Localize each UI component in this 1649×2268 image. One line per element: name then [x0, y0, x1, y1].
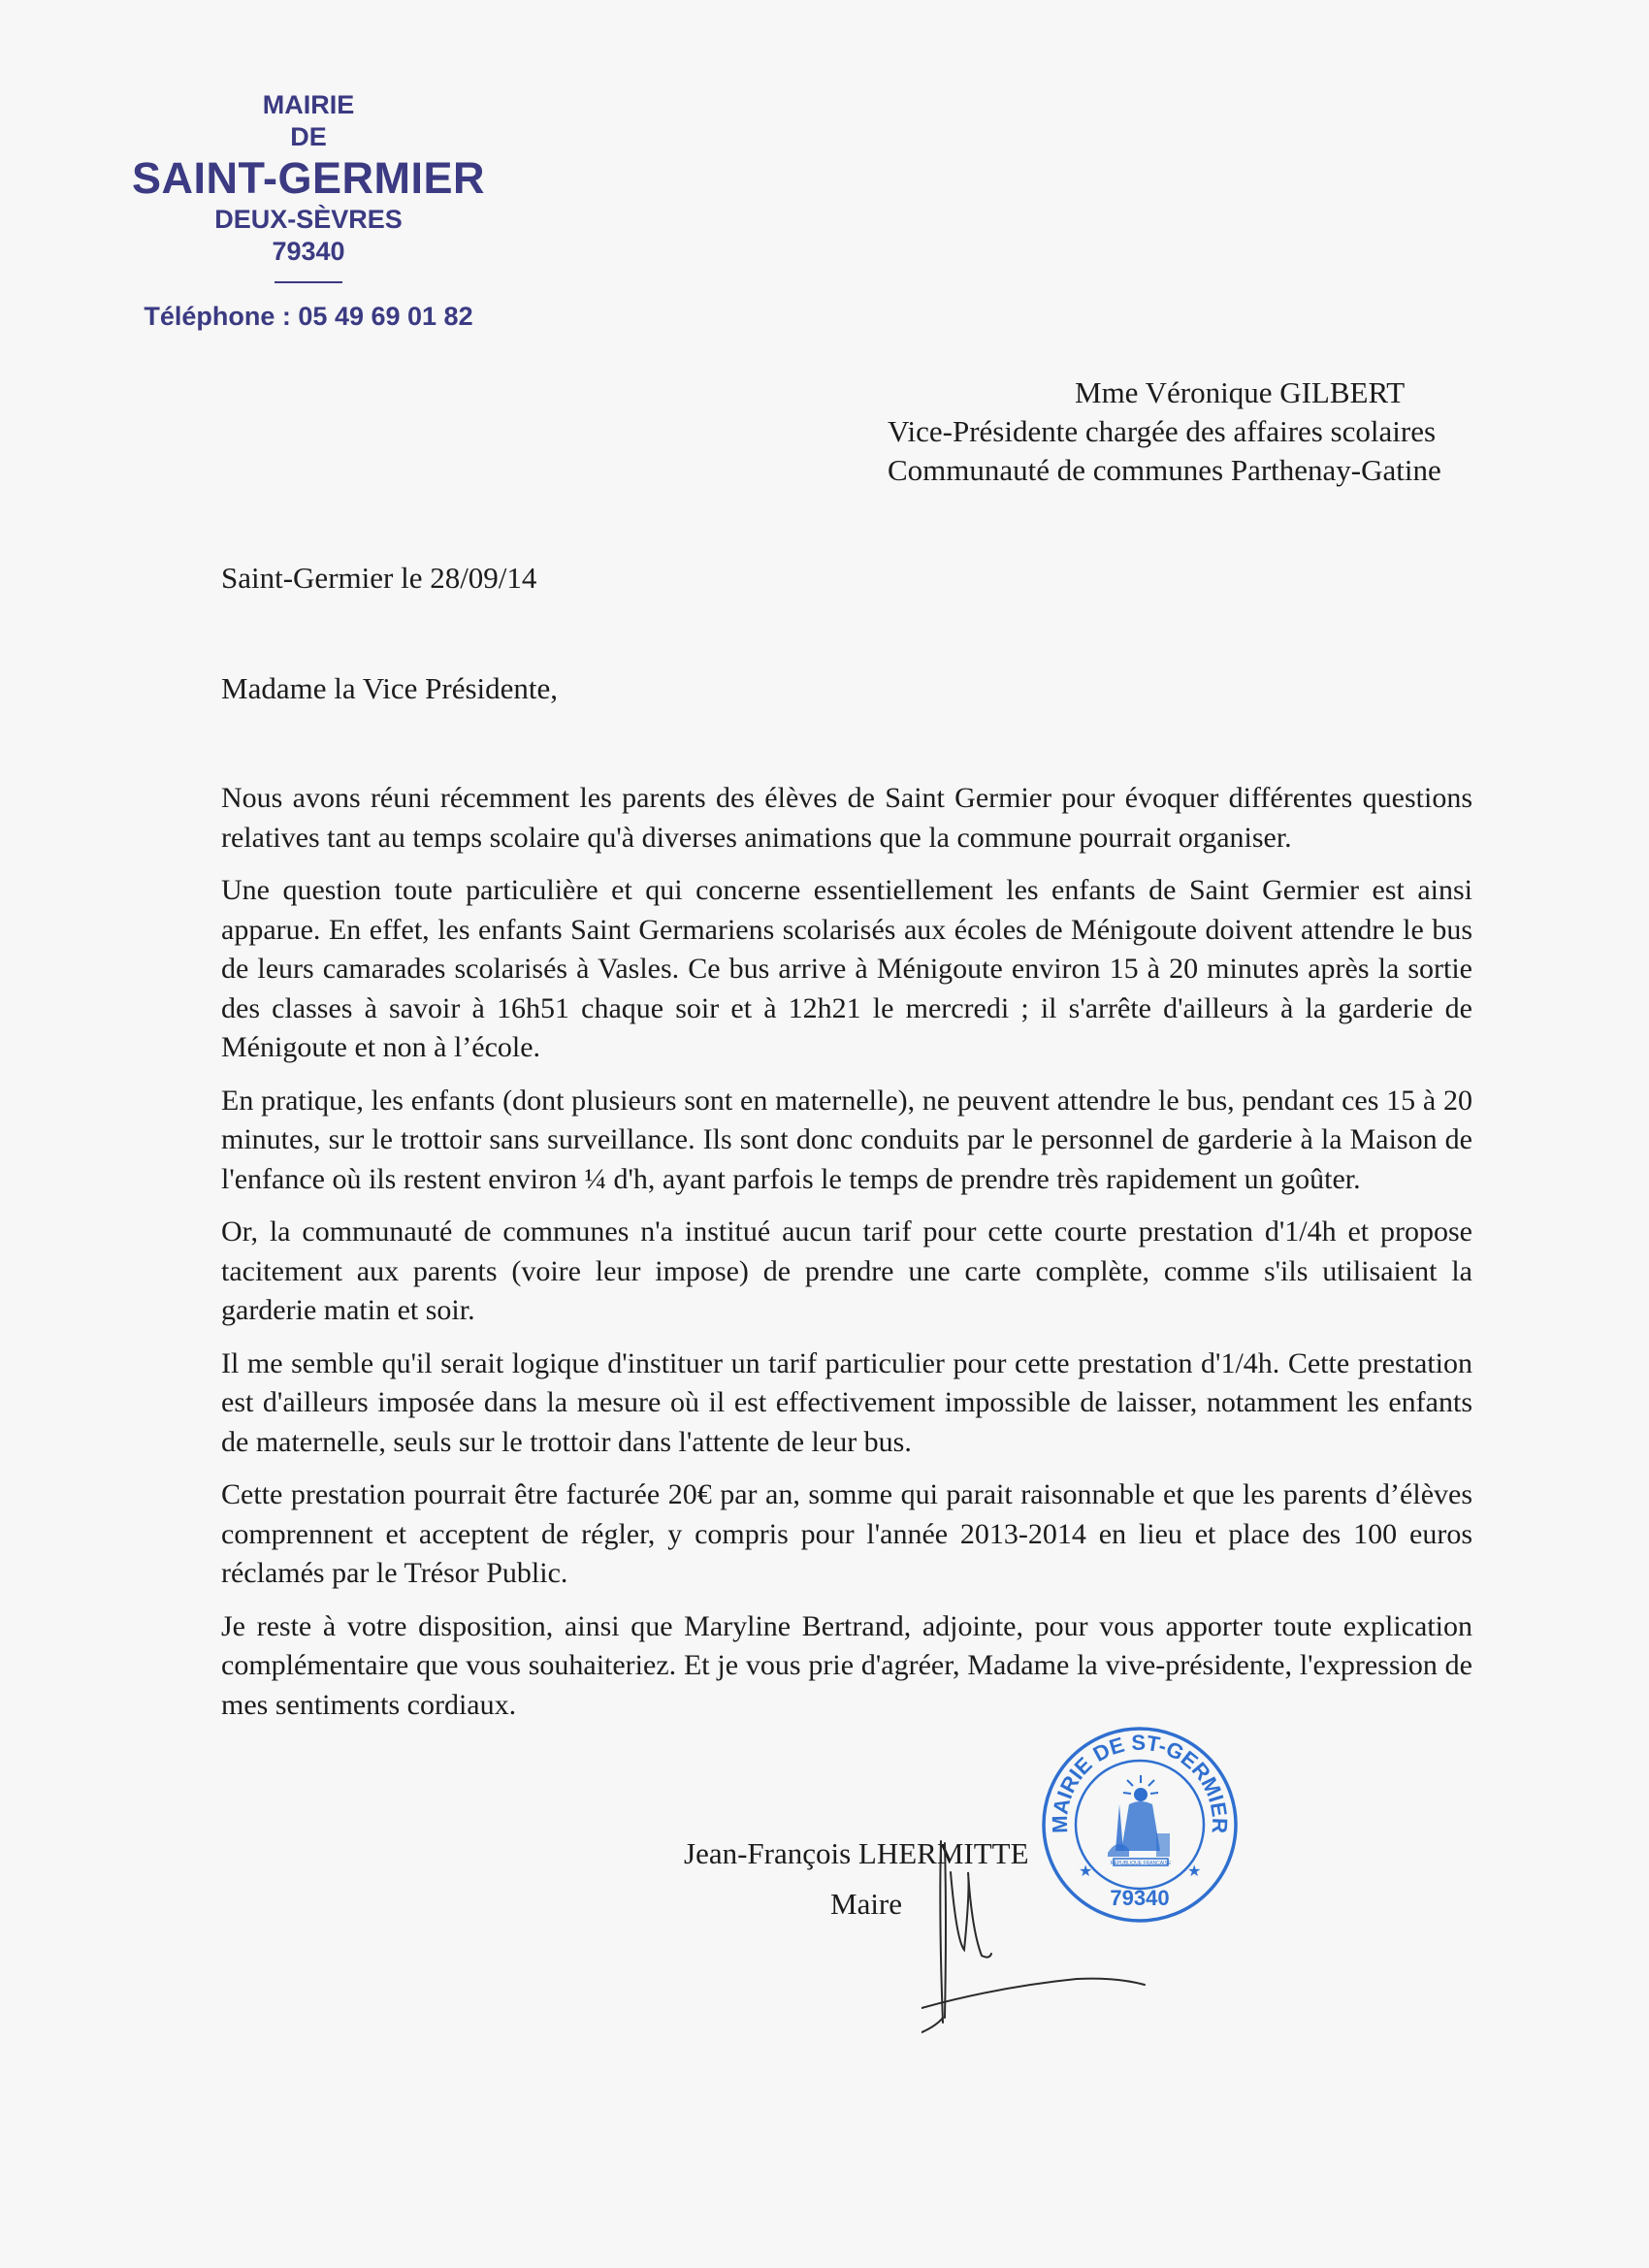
signer-title: Maire [830, 1887, 903, 1921]
recipient-name: Mme Véronique GILBERT [1075, 375, 1406, 409]
recipient-organization: Communauté de communes Parthenay-Gatine [888, 453, 1441, 487]
stamp-banner: RÉPUBLIQUE FRANÇAISE [1110, 1861, 1172, 1866]
letterhead-town: SAINT-GERMIER [131, 153, 486, 203]
letter-body [221, 779, 1472, 1738]
letterhead-department: DEUX-SÈVRES [214, 205, 403, 234]
paragraph: Il me semble qu'il serait logique d'instituer un tarif particulier pour cette prestation d'1/4h. Cette prestation est d'ailleurs imposée dans la mesure où il est effectivement impossible de laisser, notamment les enfants de maternelle, seuls sur le trottoir dans l'attente de leur bus. [221, 1346, 1472, 1458]
letterhead-mairie: MAIRIE [262, 90, 355, 119]
dateline: Saint-Germier le 28/09/14 [221, 561, 537, 595]
recipient-title: Vice-Présidente chargée des affaires scolaires [888, 414, 1437, 448]
letterhead-postcode: 79340 [272, 237, 345, 266]
letterhead [116, 89, 501, 333]
recipient-address [888, 373, 1470, 490]
letterhead-divider [275, 281, 342, 283]
signer-name: Jean-François LHERMITTE [684, 1836, 1029, 1870]
paragraph: En pratique, les enfants (dont plusieurs sont en maternelle), ne peuvent attendre le bus, pendant ces 15 à 20 minutes, sur le trottoir sans surveillance. Ils sont donc conduits par le personnel de garderie à la Maison de l'enfance où ils restent environ ¼ d'h, ayant parfois le temps de prendre très rapidement un goûter. [221, 1084, 1472, 1195]
stamp-star-icon: ★ [1079, 1863, 1093, 1880]
paragraph: Je reste à votre disposition, ainsi que Maryline Bertrand, adjointe, pour vous apporter toute explication complémentaire que vous souhaiteriez. Et je vous prie d'agréer, Madame la vive-présidente, l'expression de mes sentiments cordiaux. [221, 1609, 1472, 1721]
stamp-star-icon: ★ [1187, 1863, 1202, 1880]
paragraph: Cette prestation pourrait être facturée 20€ par an, somme qui parait raisonnable et que les parents d’élèves comprennent et acceptent de régler, y compris pour l'année 2013-2014 en lieu et place des 100 euros réclamés par le Trésor Public. [221, 1478, 1472, 1589]
letterhead-phone: Téléphone : 05 49 69 01 82 [144, 302, 473, 331]
handwritten-signature [922, 1833, 1154, 2047]
paragraph: Une question toute particulière et qui concerne essentiellement les enfants de Saint Germier est ainsi apparue. En effet, les enfants Saint Germariens scolarisés aux écoles de Ménigoute doivent attendre le bus de leurs camarades scolarisés à Vasles. Ce bus arrive à Ménigoute environ 15 à 20 minutes après la sortie des classes à savoir à 16h51 chaque soir et à 12h21 le mercredi ; il s'arrête d'ailleurs à la garderie de Ménigoute et non à l’école. [221, 874, 1472, 1063]
stamp-ring-text: MAIRIE DE ST-GERMIER [1047, 1730, 1233, 1834]
letterhead-de: DE [290, 122, 327, 151]
stamp-postcode: 79340 [1110, 1886, 1170, 1910]
salutation: Madame la Vice Présidente, [221, 671, 559, 705]
paragraph: Or, la communauté de communes n'a institué aucun tarif pour cette courte prestation d'1/4h et propose tacitement aux parents (voire leur impose) de prendre une carte complète, comme s'ils utilisaient la garderie matin et soir. [221, 1215, 1472, 1326]
paragraph: Nous avons réuni récemment les parents des élèves de Saint Germier pour évoquer différentes questions relatives tant au temps scolaire qu'à diverses animations que la commune pourrait organiser. [221, 782, 1472, 854]
